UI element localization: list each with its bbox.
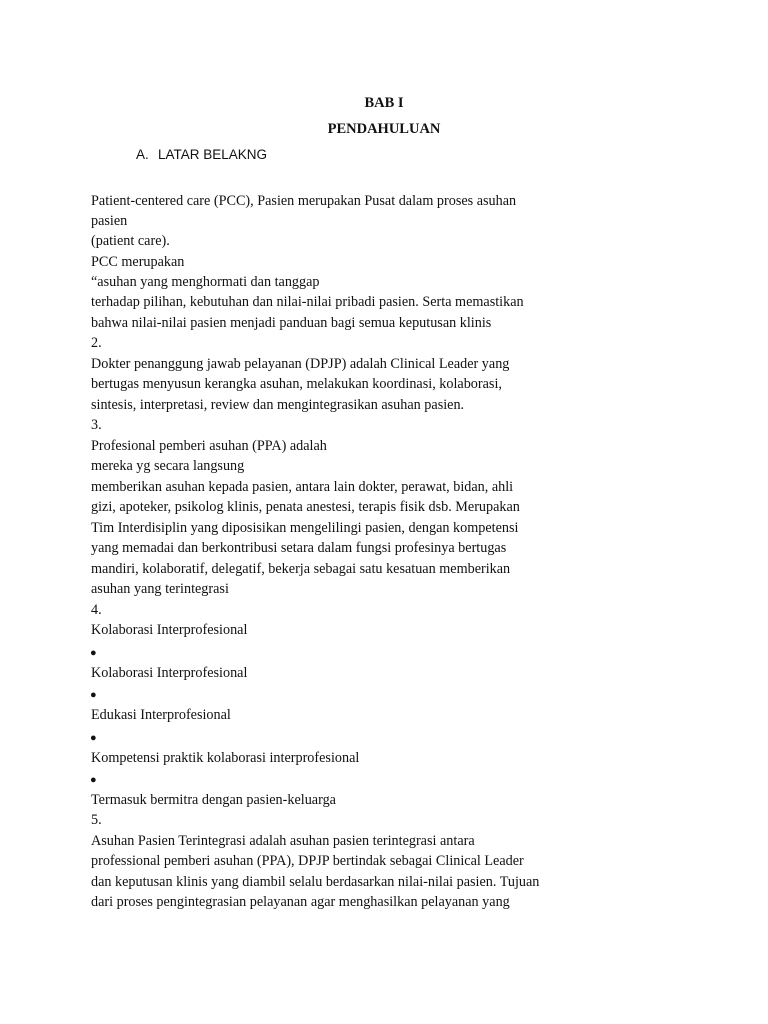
text-line: yang memadai dan berkontribusi setara dalam fungsi profesinya bertugas bbox=[91, 540, 507, 556]
bullet-item: Kompetensi praktik kolaborasi interprofesional bbox=[91, 750, 360, 766]
text-line: mandiri, kolaboratif, delegatif, bekerja sebagai satu kesatuan memberikan bbox=[91, 561, 511, 577]
chapter-subtitle: PENDAHULUAN bbox=[327, 121, 441, 137]
text-line: “asuhan yang menghormati dan tanggap bbox=[91, 274, 320, 290]
text-line: dari proses pengintegrasian pelayanan agar menghasilkan pelayanan yang bbox=[91, 894, 510, 910]
chapter-title: BAB I bbox=[364, 95, 404, 111]
section-label: LATAR BELAKNG bbox=[158, 147, 268, 162]
bullet-item: Termasuk bermitra dengan pasien-keluarga bbox=[91, 792, 336, 808]
bullet-icon: ● bbox=[90, 647, 97, 659]
bullet-item: Edukasi Interprofesional bbox=[91, 707, 231, 723]
text-line: Profesional pemberi asuhan (PPA) adalah bbox=[91, 438, 327, 454]
text-line: Dokter penanggung jawab pelayanan (DPJP) adalah Clinical Leader yang bbox=[91, 356, 510, 372]
text-line: mereka yg secara langsung bbox=[91, 458, 245, 474]
bullet-icon: ● bbox=[90, 689, 97, 701]
text-line: memberikan asuhan kepada pasien, antara lain dokter, perawat, bidan, ahli bbox=[91, 479, 514, 495]
text-line: terhadap pilihan, kebutuhan dan nilai-nilai pribadi pasien. Serta memastikan bbox=[91, 294, 524, 310]
list-number: 2. bbox=[91, 335, 102, 351]
text-line: Patient-centered care (PCC), Pasien merupakan Pusat dalam proses asuhan bbox=[91, 193, 517, 209]
list-number: 4. bbox=[91, 602, 102, 618]
text-line: sintesis, interpretasi, review dan mengintegrasikan asuhan pasien. bbox=[91, 397, 465, 413]
text-line: Kolaborasi Interprofesional bbox=[91, 622, 248, 638]
text-line: Asuhan Pasien Terintegrasi adalah asuhan pasien terintegrasi antara bbox=[91, 833, 475, 849]
text-line: PCC merupakan bbox=[91, 254, 185, 270]
text-line: Tim Interdisiplin yang diposisikan mengelilingi pasien, dengan kompetensi bbox=[91, 520, 519, 536]
list-number: 5. bbox=[91, 812, 102, 828]
bullet-icon: ● bbox=[90, 732, 97, 744]
text-line: pasien bbox=[91, 213, 128, 229]
section-letter: A. bbox=[136, 147, 149, 162]
list-number: 3. bbox=[91, 417, 102, 433]
text-line: dan keputusan klinis yang diambil selalu berdasarkan nilai-nilai pasien. Tujuan bbox=[91, 874, 540, 890]
bullet-icon: ● bbox=[90, 774, 97, 786]
text-line: bertugas menyusun kerangka asuhan, melakukan koordinasi, kolaborasi, bbox=[91, 376, 502, 392]
text-line: gizi, apoteker, psikolog klinis, penata anestesi, terapis fisik dsb. Merupakan bbox=[91, 499, 520, 515]
text-line: (patient care). bbox=[91, 233, 170, 249]
section-heading bbox=[136, 146, 267, 164]
bullet-item: Kolaborasi Interprofesional bbox=[91, 665, 248, 681]
text-line: bahwa nilai-nilai pasien menjadi panduan bagi semua keputusan klinis bbox=[91, 315, 492, 331]
text-line: professional pemberi asuhan (PPA), DPJP bertindak sebagai Clinical Leader bbox=[91, 853, 524, 869]
text-line: asuhan yang terintegrasi bbox=[91, 581, 229, 597]
